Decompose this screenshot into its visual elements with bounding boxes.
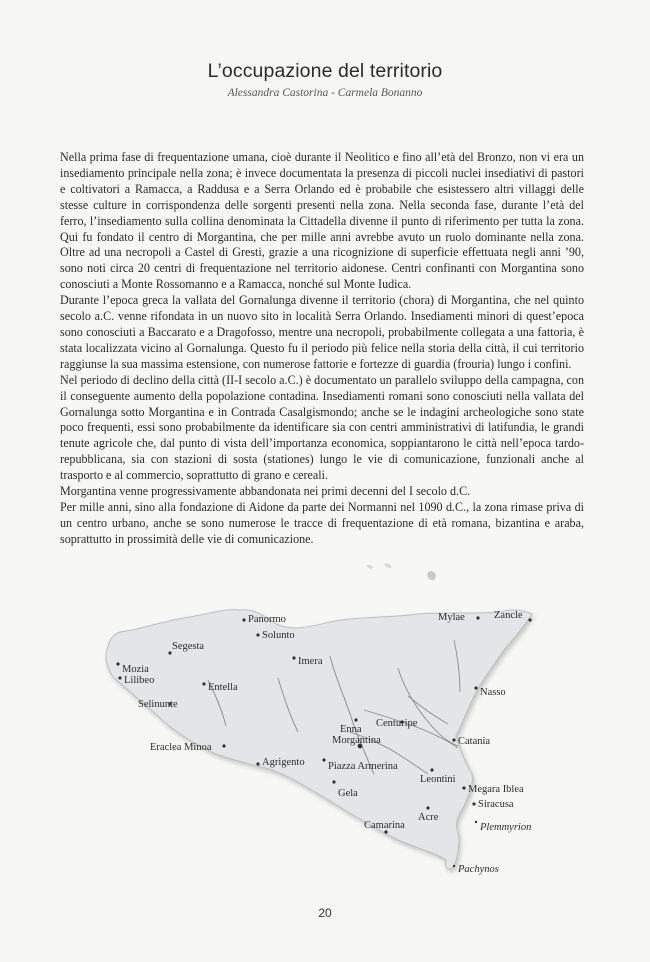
dot-imera: [292, 656, 295, 659]
paragraph-3: Nel periodo di declino della città (II-I secolo a.C.) è documentato un parallelo sviluppo della campagna, con il conseguente aumento della popolazione contadina. Insediamenti romani sono conosciuti nella vallata del Gornalunga sotto Morgantina e in Contrada Casalgismondo; anche se le indagini archeologiche sono state poco frequenti, essi sono probabilmente da identificare sia con centri amministrativi di latifundia, le grandi tenute agricole che, dal punto di vista dell’importanza economica, soppiantarono le città nell’epoca tardo-repubblicana, sia con stazioni di sosta (stationes) lungo le vie di comunicazione, funzionali anche al trasporto e al commercio, soprattutto di grano e cereali.: [60, 372, 584, 483]
dot-agrigento: [256, 762, 259, 765]
authors-line: Alessandra Castorina - Carmela Bonanno: [227, 87, 423, 99]
label-imera: Imera: [298, 656, 323, 667]
label-gela: Gela: [338, 788, 358, 799]
label-panormo: Panormo: [248, 614, 286, 625]
sicily-map: [98, 560, 558, 890]
label-camarina: Camarina: [364, 820, 405, 831]
label-siracusa: Siracusa: [478, 799, 514, 810]
label-piazza: Piazza Armerina: [328, 761, 398, 772]
label-segesta: Segesta: [172, 641, 205, 652]
dot-zancle: [528, 618, 531, 621]
dot-nasso: [474, 686, 477, 689]
label-megara: Megara Iblea: [468, 784, 524, 795]
page-number: 20: [318, 906, 332, 920]
label-morgantina: Morgantina: [332, 735, 381, 746]
dot-eraclea: [222, 744, 225, 747]
label-leontini: Leontini: [420, 774, 456, 785]
paragraph-5: Per mille anni, sino alla fondazione di Aidone da parte dei Normanni nel 1090 d.C., la zona rimase priva di un centro urbano, anche se sono numerose le tracce di frequentazione di età romana, bizantina e araba, soprattutto in prossimità delle vie di comunicazione.: [60, 499, 584, 546]
label-mozia: Mozia: [122, 664, 149, 675]
dot-siracusa: [472, 802, 475, 805]
label-eraclea: Eraclea Minoa: [150, 742, 212, 753]
dot-mylae: [476, 616, 479, 619]
dot-panormo: [242, 618, 245, 621]
label-solunto: Soluntо: [262, 630, 295, 641]
label-catania: Catania: [458, 736, 491, 747]
paragraph-1: Nella prima fase di frequentazione umana, cioè durante il Neolitico e fino all’età del Bronzo, non vi era un insediamento principale nella zona; è invece documentata la presenza di piccoli nuclei insediativi di pastori e coltivatori a Ramacca, a Raddusa e a Serra Orlando ed è probabile che esistessero altri villaggi delle stesse culture in corrispondenza delle sorgenti presenti nella zona. Nella seconda fase, durante l’età del ferro, l’insediamento sulla collina denominata la Cittadella divenne il punto di riferimento per tutta la zona. Qui fu fondato il centro di Morgantina, che per mille anni avrebbe avuto un ruolo dominante nella zona. Oltre ad una necropoli a Castel di Gresti, grazie a una ricognizione di superficie effettuata negli anni ’90, sono noti circa 20 centri di frequentazione nel territorio aidonese. Centri confinanti con Morgantina sono conosciuti a Monte Rossomanno e a Ramacca, nonché sul Monte Iudica.: [60, 150, 584, 292]
dot-lilibeo: [118, 676, 121, 679]
paragraph-4: Morgantina venne progressivamente abbandonata nei primi decenni del I secolo d.C.: [60, 484, 471, 499]
label-entella: Entella: [208, 682, 238, 693]
label-plemmyrion: Plemmyrion: [480, 822, 532, 833]
dot-gela: [332, 780, 335, 783]
dot-acre: [426, 806, 429, 809]
label-pachynos: Pachynos: [458, 864, 499, 875]
dot-plemmyrion: [475, 821, 477, 823]
dot-catania: [452, 738, 455, 741]
label-centuripe: Centuripe: [376, 718, 418, 729]
label-acre: Acre: [418, 812, 439, 823]
dot-leontini: [430, 768, 433, 771]
dot-solunto: [256, 633, 259, 636]
article-body: [60, 150, 584, 548]
label-enna: Enna: [340, 724, 362, 735]
aeolian-island-3: [427, 571, 436, 580]
dot-piazza: [322, 758, 325, 761]
label-mylae: Mylae: [438, 612, 465, 623]
dot-mozia: [116, 662, 119, 665]
aeolian-island-2: [384, 563, 392, 568]
paragraph-2: Durante l’epoca greca la vallata del Gornalunga divenne il territorio (chora) di Morgantina, che nel quinto secolo a.C. venne rifondata in un nuovo sito in località Serra Orlando. Insediamenti minori di quest’epoca sono conosciuti a Baccarato e a Dragofosso, mentre una necropoli, probabilmente collegata a una fattoria, è stata localizzata vicino al Gornalunga. Questo fu il periodo più felice nella storia della città, il cui territorio raggiunse la sua massima estensione, con numerose fattorie e fortezze di guardia (frouria) lungo i confini.: [60, 293, 584, 371]
label-agrigento: Agrigento: [262, 757, 305, 768]
dot-enna: [354, 718, 357, 721]
dot-megara: [462, 786, 465, 789]
label-selinunte: Selinunte: [138, 699, 178, 710]
dot-entella: [202, 682, 205, 685]
label-lilibeo: Lilibeo: [124, 675, 155, 686]
aeolian-island-1: [366, 565, 373, 569]
dot-pachynos: [453, 865, 455, 867]
label-nasso: Nasso: [480, 687, 506, 698]
page-title: L’occupazione del territorio: [207, 60, 443, 82]
label-zancle: Zancle: [494, 610, 523, 621]
